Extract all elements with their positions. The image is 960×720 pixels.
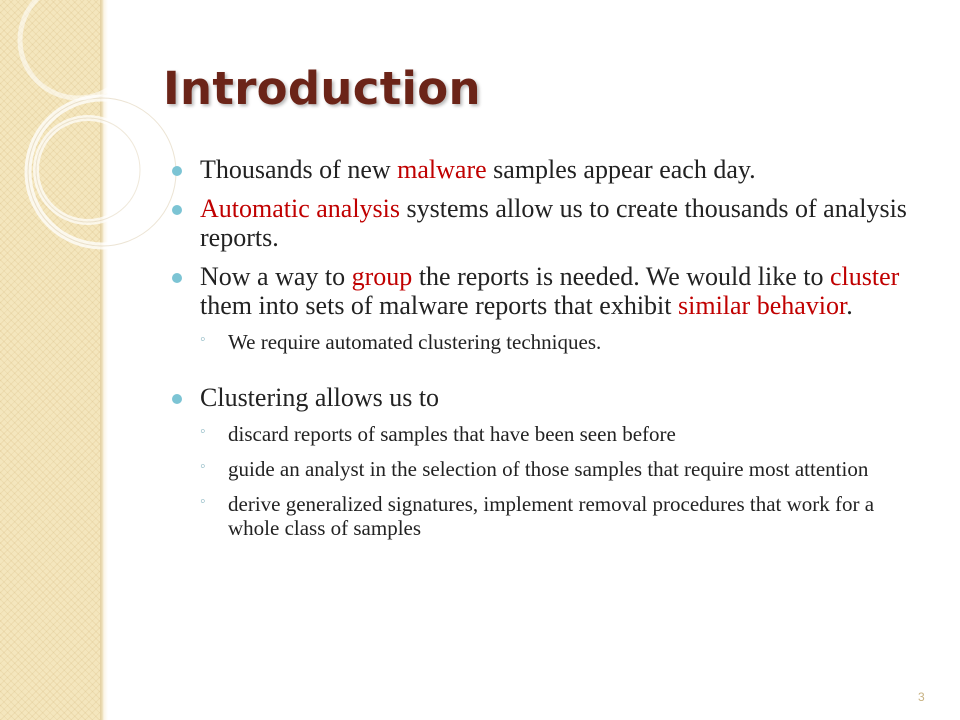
bullet-text: Thousands of new bbox=[200, 155, 398, 184]
spacer bbox=[172, 365, 912, 383]
highlight-text: cluster bbox=[829, 262, 900, 291]
subbullet-discard: ◦ discard reports of samples that have been seen before bbox=[172, 422, 912, 446]
slide-content bbox=[172, 155, 912, 551]
bullet-malware-samples bbox=[172, 155, 912, 184]
bullet-text: Clustering allows us to bbox=[200, 383, 440, 412]
highlight-text: group bbox=[351, 262, 413, 291]
bullet-text: Now a way to bbox=[200, 262, 352, 291]
bullet-text: samples appear each day. bbox=[486, 155, 756, 184]
bullet-group-reports bbox=[172, 262, 912, 320]
bullet-automatic-analysis bbox=[172, 194, 912, 252]
bullet-text: them into sets of malware reports that exhibit bbox=[200, 291, 678, 320]
slide-title: Introduction bbox=[163, 62, 481, 115]
bullet-text: . bbox=[846, 291, 853, 320]
highlight-text: Automatic analysis bbox=[200, 194, 401, 223]
subbullet-automated-clustering: ◦ We require automated clustering techniques. bbox=[172, 330, 912, 354]
bullet-clustering-allows bbox=[172, 383, 912, 412]
bullet-text: the reports is needed. We would like to bbox=[412, 262, 830, 291]
bullet-text: systems allow us to create thousands of analysis reports. bbox=[200, 194, 907, 252]
decorative-rings-graphic bbox=[0, 0, 160, 260]
page-number: 3 bbox=[918, 690, 925, 704]
highlight-text: similar behavior bbox=[678, 291, 847, 320]
highlight-text: malware bbox=[397, 155, 487, 184]
subbullet-guide: ◦ guide an analyst in the selection of those samples that require most attention bbox=[172, 457, 912, 481]
subbullet-derive: ◦ derive generalized signatures, implement removal procedures that work for a whole class of samples bbox=[172, 492, 912, 540]
